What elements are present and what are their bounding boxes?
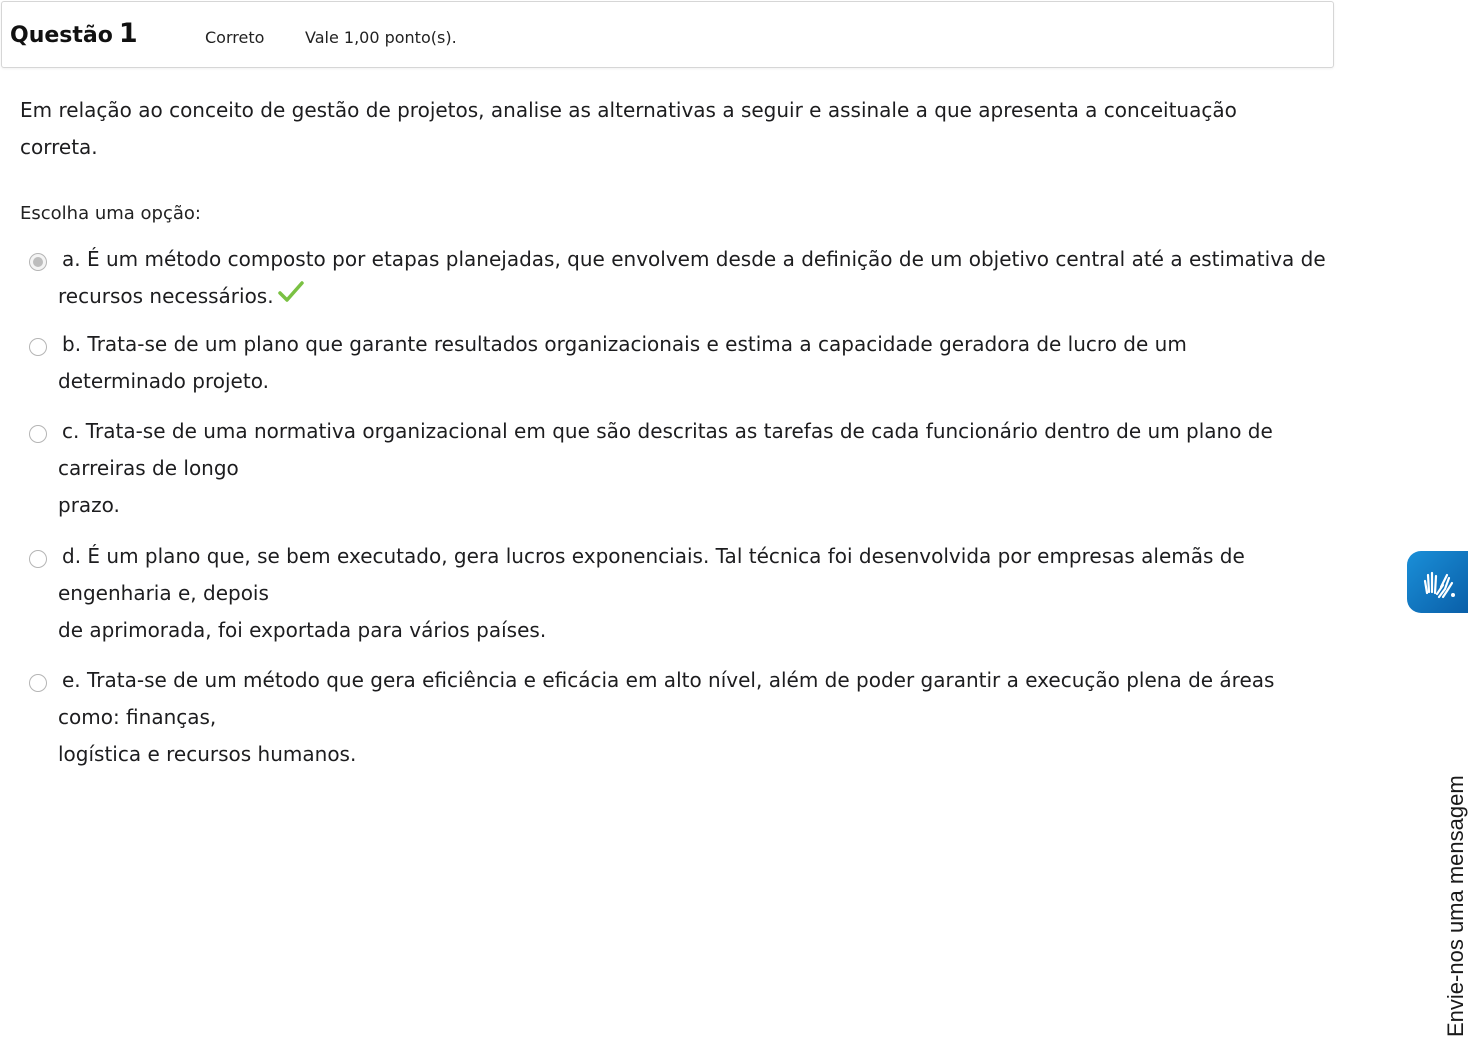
option-letter: c. [62,419,80,443]
option-letter: a. [62,247,81,271]
option-line: É um plano que, se bem executado, gera lucros exponenciais. Tal técnica foi desenvolvida por empresas alemãs de [87,544,1245,568]
option-letter: b. [62,332,82,356]
question-text [20,92,1250,166]
option-line: Trata-se de uma normativa organizacional em que são descritas as tarefas de cada funcionário dentro de um plano de [85,419,1273,443]
send-message-tab[interactable]: Envie-nos uma mensagem [1443,775,1468,1037]
question-info-box [1,1,1334,68]
radio-option-b[interactable] [29,338,47,356]
choose-option-prompt: Escolha uma opção: [20,203,201,224]
radio-option-d[interactable] [29,550,47,568]
option-line: carreiras de longo [58,456,239,480]
option-line: Trata-se de um método que gera eficiência e eficácia em alto nível, além de poder garantir a execução plena de áreas [87,668,1275,692]
radio-option-e[interactable] [29,674,47,692]
radio-option-a[interactable] [29,253,47,271]
question-grade: Vale 1,00 ponto(s). [305,28,457,47]
option-letter: e. [62,668,81,692]
libras-accessibility-button[interactable] [1407,551,1468,613]
option-line: engenharia e, depois [58,581,269,605]
correct-check-icon [278,279,304,317]
option-e-text[interactable] [58,662,1274,773]
question-text-line: correta. [20,135,98,159]
option-b-text[interactable] [58,326,1187,400]
option-letter: d. [62,544,82,568]
question-state: Correto [205,28,265,47]
option-line: de aprimorada, foi exportada para vários países. [58,618,547,642]
option-line: determinado projeto. [58,369,269,393]
question-text-line: Em relação ao conceito de gestão de projetos, analise as alternativas a seguir e assinale a que apresenta a conceituação [20,98,1237,122]
question-number: 1 [118,18,138,49]
option-line: Trata-se de um plano que garante resultados organizacionais e estima a capacidade geradora de lucro de um [87,332,1187,356]
option-line: recursos necessários. [58,284,274,308]
option-line: logística e recursos humanos. [58,742,357,766]
question-label: Questão [10,23,113,48]
option-line: como: finanças, [58,705,217,729]
option-line: prazo. [58,493,120,517]
option-line: É um método composto por etapas planejadas, que envolvem desde a definição de um objetivo central até a estimativa de [86,247,1326,271]
radio-option-c[interactable] [29,425,47,443]
question-title [10,18,138,49]
option-a-text[interactable] [58,241,1326,317]
option-d-text[interactable] [58,538,1245,649]
option-c-text[interactable] [58,413,1273,524]
